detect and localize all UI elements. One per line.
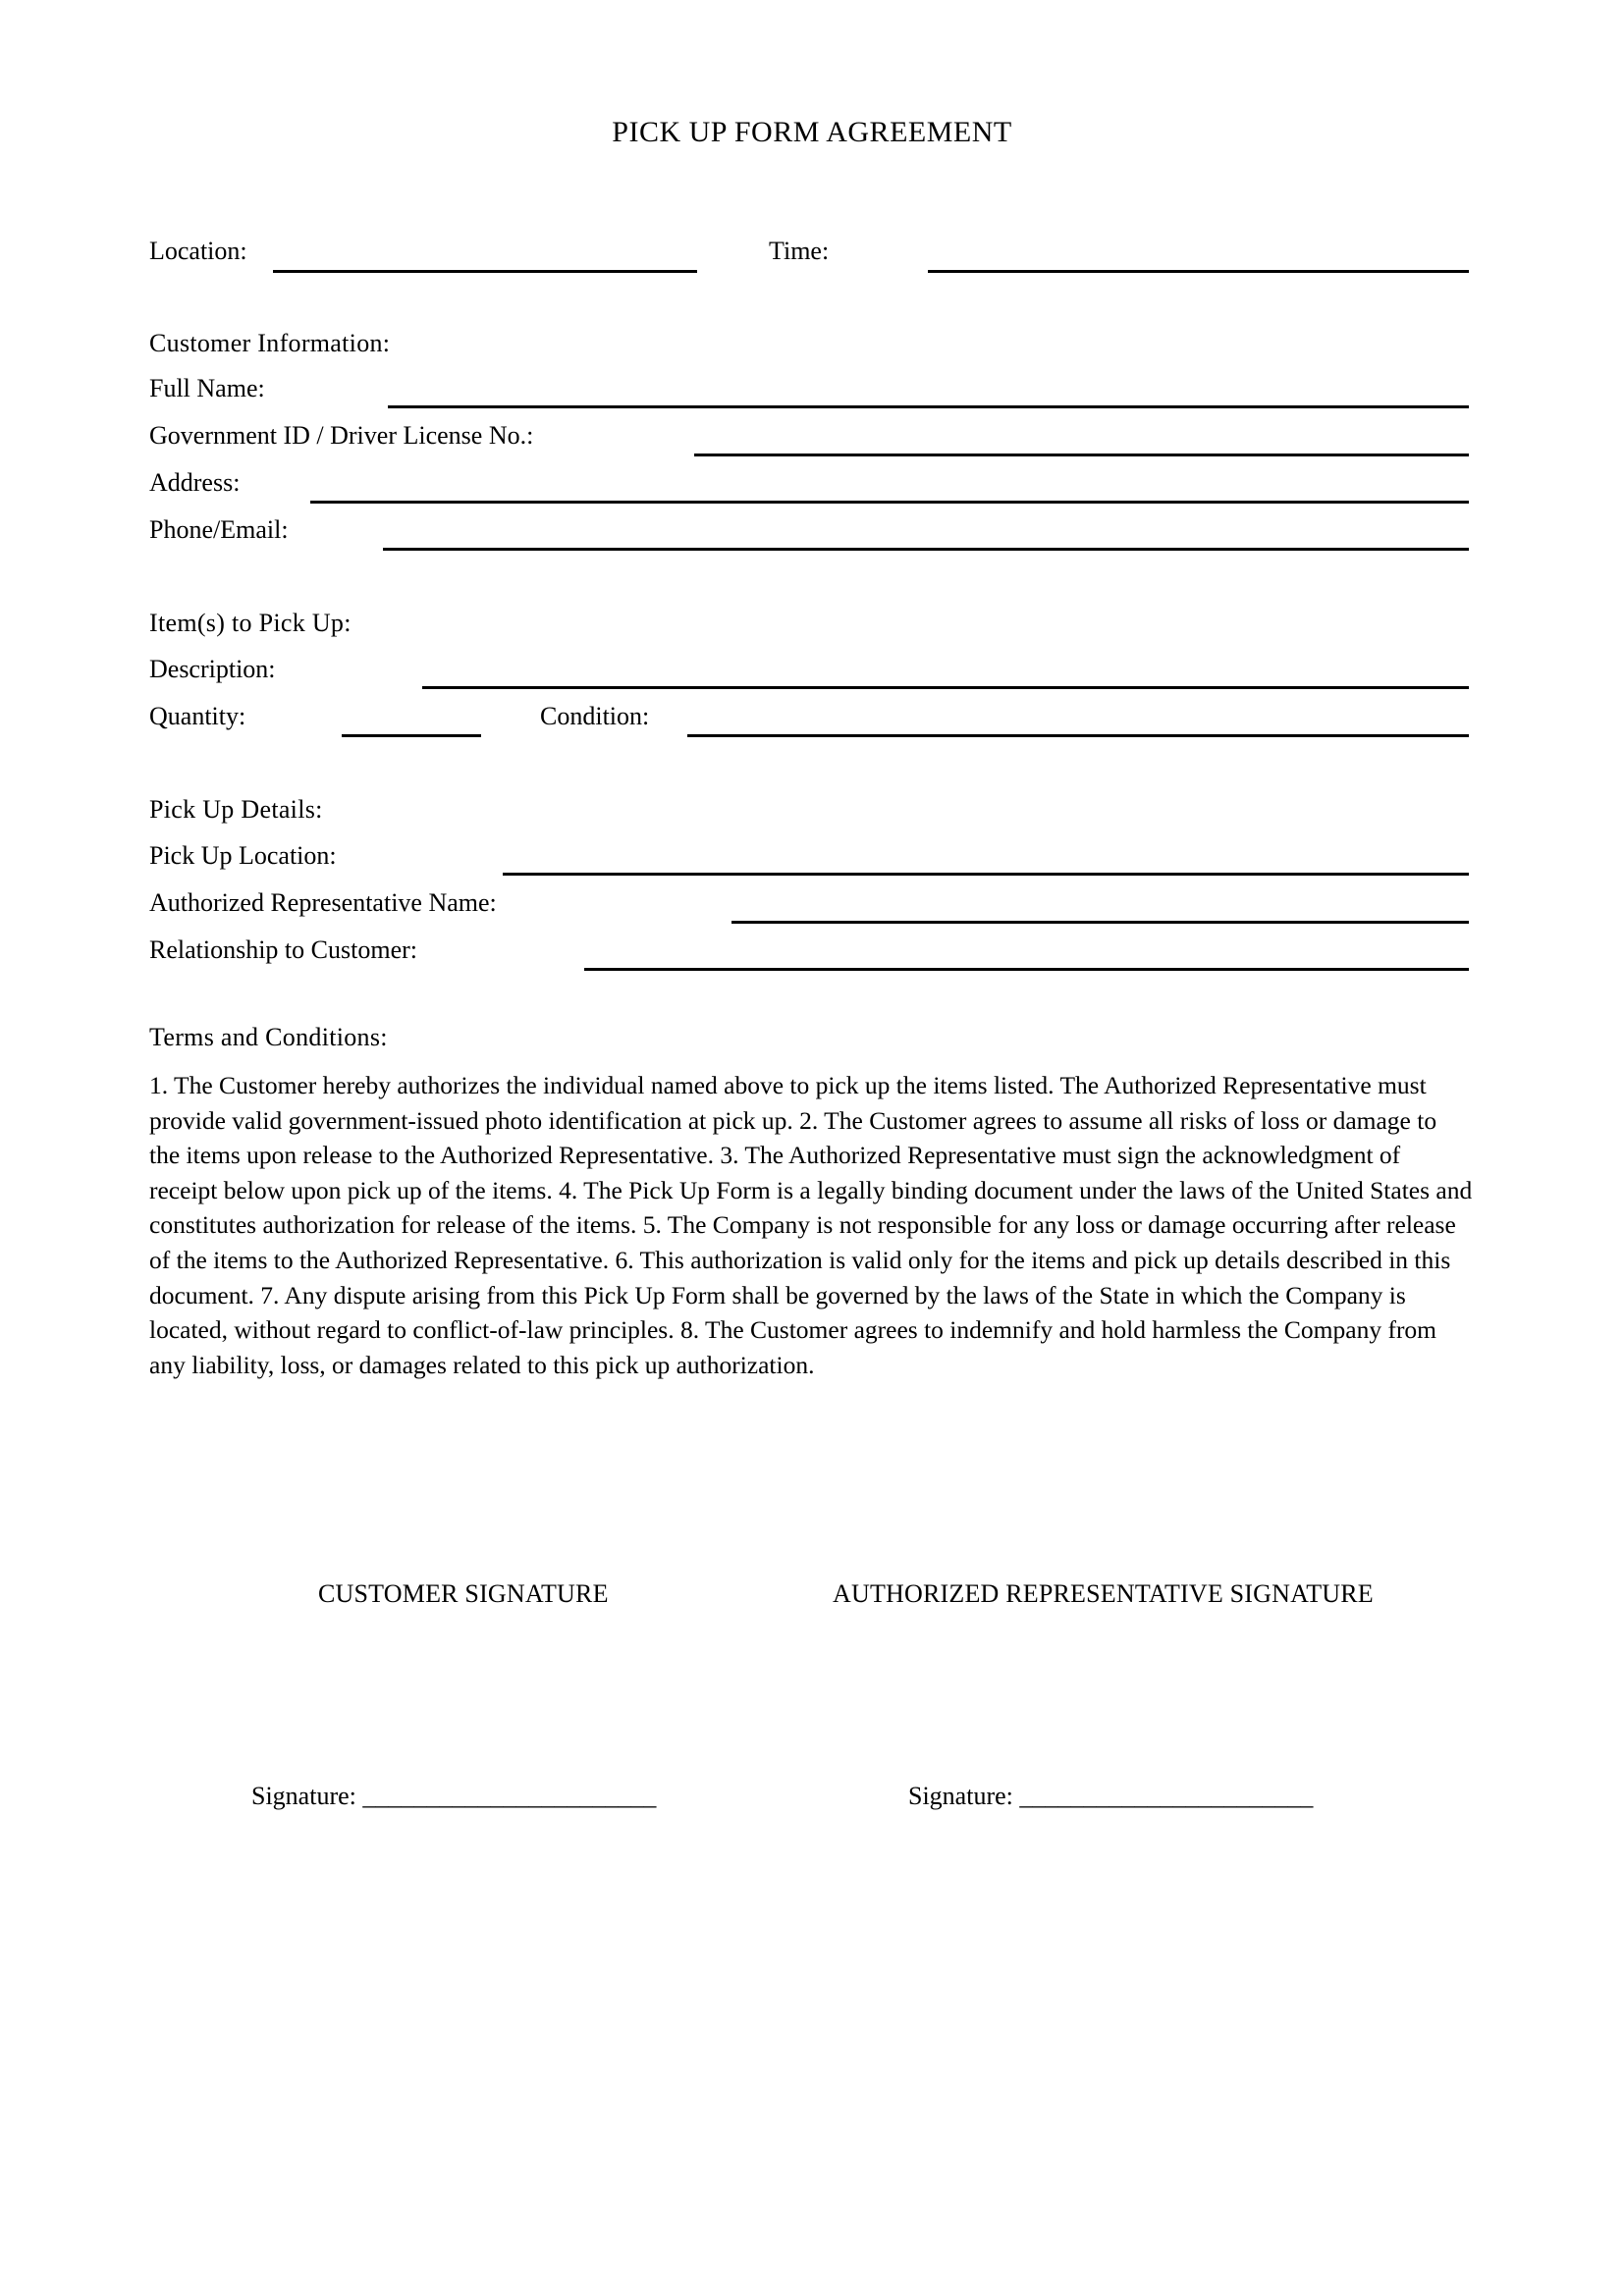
- relationship-to-customer-input-line[interactable]: [584, 968, 1469, 971]
- condition-input-line[interactable]: [687, 734, 1469, 737]
- authorized-representative-name-label: Authorized Representative Name:: [149, 888, 497, 917]
- page-title: PICK UP FORM AGREEMENT: [612, 116, 1012, 148]
- address-input-line[interactable]: [310, 501, 1469, 504]
- pick-up-location-input-line[interactable]: [503, 873, 1469, 876]
- time-label: Time:: [769, 237, 830, 265]
- terms-and-conditions-heading: Terms and Conditions:: [149, 1023, 388, 1051]
- full-name-input-line[interactable]: [388, 405, 1469, 408]
- location-input-line[interactable]: [273, 270, 697, 273]
- government-id-label: Government ID / Driver License No.:: [149, 421, 534, 450]
- quantity-label: Quantity:: [149, 702, 246, 730]
- phone-email-label: Phone/Email:: [149, 515, 289, 544]
- authorized-representative-signature-field[interactable]: Signature: _______________________: [908, 1782, 1314, 1810]
- customer-information-heading: Customer Information:: [149, 329, 391, 357]
- description-input-line[interactable]: [422, 686, 1469, 689]
- phone-email-input-line[interactable]: [383, 548, 1469, 551]
- description-label: Description:: [149, 655, 276, 683]
- time-input-line[interactable]: [928, 270, 1469, 273]
- pick-up-location-label: Pick Up Location:: [149, 841, 337, 870]
- address-label: Address:: [149, 468, 241, 497]
- quantity-input-line[interactable]: [342, 734, 481, 737]
- relationship-to-customer-label: Relationship to Customer:: [149, 935, 417, 964]
- customer-signature-field[interactable]: Signature: _______________________: [251, 1782, 657, 1810]
- location-label: Location:: [149, 237, 247, 265]
- authorized-representative-signature-title: AUTHORIZED REPRESENTATIVE SIGNATURE: [833, 1579, 1374, 1608]
- customer-signature-title: CUSTOMER SIGNATURE: [318, 1579, 609, 1608]
- terms-and-conditions-body: 1. The Customer hereby authorizes the individual named above to pick up the items listed. The Authorized Representative must provide valid government-issued photo identification at pick up. 2. The Customer agrees to assume all risks of loss or damage to the items upon release to the Authorized Representative. 3. The Authorized Representative must sign the acknowledgment of receipt below upon pick up of the items. 4. The Pick Up Form is a legally binding document under the laws of the United States and constitutes authorization for release of the items. 5. The Company is not responsible for any loss or damage occurring after release of the items to the Authorized Representative. 6. This authorization is valid only for the items and pick up details described in this document. 7. Any dispute arising from this Pick Up Form shall be governed by the laws of the State in which the Company is located, without regard to conflict-of-law principles. 8. The Customer agrees to indemnify and hold harmless the Company from any liability, loss, or damages related to this pick up authorization.: [149, 1071, 1473, 1379]
- items-to-pick-up-heading: Item(s) to Pick Up:: [149, 609, 352, 637]
- authorized-representative-name-input-line[interactable]: [731, 921, 1469, 924]
- government-id-input-line[interactable]: [694, 454, 1469, 456]
- condition-label: Condition:: [540, 702, 650, 730]
- pick-up-details-heading: Pick Up Details:: [149, 795, 323, 824]
- full-name-label: Full Name:: [149, 374, 265, 402]
